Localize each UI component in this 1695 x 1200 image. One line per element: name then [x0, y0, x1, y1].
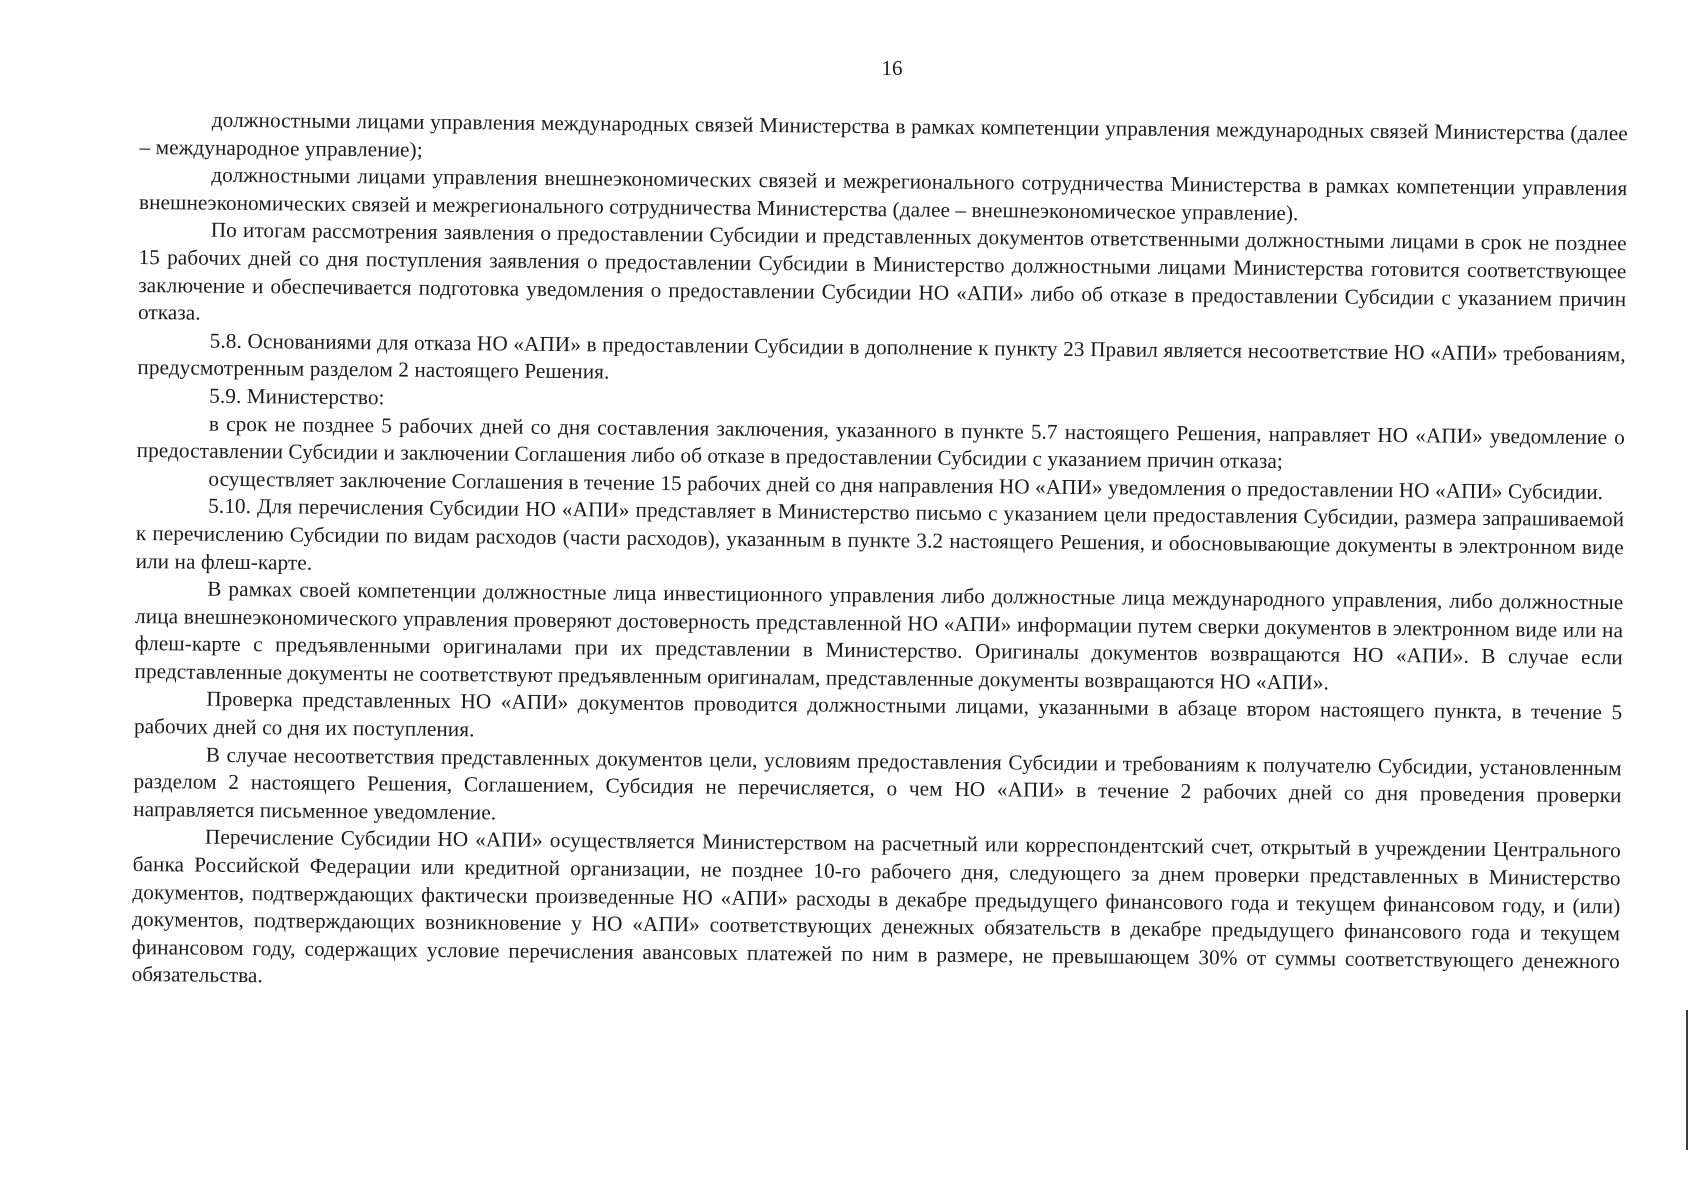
paragraph: По итогам рассмотрения заявления о предоставлении Субсидии и представленных документов ответственными должностными лицами в срок не позднее 15 рабочих дней со дня поступления заявления о предоставлении Субсидии в Министерство должностными лицами Министерства готовится соответствующее заключение и обеспечивается подготовка уведомления о предоставлении Субсидии НО «АПИ» либо об отказе в предоставлении Субсидии с указанием причин отказа.	[137, 218, 1627, 325]
paragraph: 5.8. Основаниями для отказа НО «АПИ» в предоставлении Субсидии в дополнение к пункту 23 Правил является несоответствие НО «АПИ» требованиям, предусмотренным разделом 2 настоящего Решения.	[137, 328, 1626, 384]
paragraph: в срок не позднее 5 рабочих дней со дня составления заключения, указанного в пункте 5.7 настоящего Решения, направляет НО «АПИ» уведомление о предоставлении Субсидии и заключении Соглашения либо об отказе в предоставлении Субсидии с указанием причин отказа;	[136, 411, 1626, 474]
scan-edge-line	[1686, 1010, 1688, 1150]
paragraph: Перечисление Субсидии НО «АПИ» осуществляется Министерством на расчетный или корреспондентский счет, открытый в учреждении Центрального банка Российской Федерации или кредитной организации, не позднее 10-го рабочего дня, следующего за днем проверки представленных в Министерство документов, подтверждающих фактически произведенные НО «АПИ» расходы в декабре предыдущего финансового года и текущем финансовом году, и (или) документов, подтверждающих возникновение у НО «АПИ» соответствующих денежных обязательств в декабре предыдущего финансового года и текущем финансовом году, содержащих условие перечисления авансовых платежей по ним в размере, не превышающем 30% от суммы соответствующего денежного обязательства.	[131, 825, 1622, 988]
paragraph: 5.9. Министерство:	[209, 383, 385, 410]
paragraph: В рамках своей компетенции должностные лица инвестиционного управления либо должностные лица международного управления, либо должностные лица внешнеэкономического управления проверяют достоверность представленной НО «АПИ» информации путем сверки документов в электронном виде или на флеш-карте с предъявленными оригиналами при их представлении в Министерство. Оригиналы документов возвращаются НО «АПИ». В случае если представленные документы не соответствуют предъявленным оригиналам, представленные документы возвращаются НО «АПИ».	[134, 576, 1624, 695]
paragraph: должностными лицами управления международных связей Министерства в рамках компетенции управления международных связей Министерства (далее – международное управление);	[139, 107, 1628, 162]
document-body	[132, 106, 1628, 1003]
paragraph: Проверка представленных НО «АПИ» документов проводится должностными лицами, указанными в абзаце втором настоящего пункта, в течение 5 рабочих дней со дня их поступления.	[133, 687, 1623, 742]
paragraph: должностными лицами управления внешнеэкономических связей и межрегионального сотрудничества Министерства в рамках компетенции управления внешнеэкономических связей и межрегионального сотрудничества Министерства (далее – внешнеэкономическое управление).	[138, 162, 1628, 225]
page-number: 16	[881, 56, 903, 80]
paragraph: 5.10. Для перечисления Субсидии НО «АПИ» представляет в Министерство письмо с указанием цели предоставления Субсидии, размера запрашиваемой к перечислению Субсидии по видам расходов (части расходов), указанным в пункте 3.2 настоящего Решения, и обосновывающие документы в электронном виде или на флеш-карте.	[135, 493, 1625, 575]
paragraph: осуществляет заключение Соглашения в течение 15 рабочих дней со дня направления НО «АПИ» уведомления о предоставлении НО «АПИ» Субсидии.	[208, 466, 1604, 504]
paragraph: В случае несоответствия представленных документов цели, условиям предоставления Субсидии и требованиям к получателю Субсидии, установленным разделом 2 настоящего Решения, Соглашением, Субсидия не перечисляется, о чем НО «АПИ» в течение 2 рабочих дней со дня проведения проверки направляется письменное уведомление.	[133, 742, 1622, 825]
